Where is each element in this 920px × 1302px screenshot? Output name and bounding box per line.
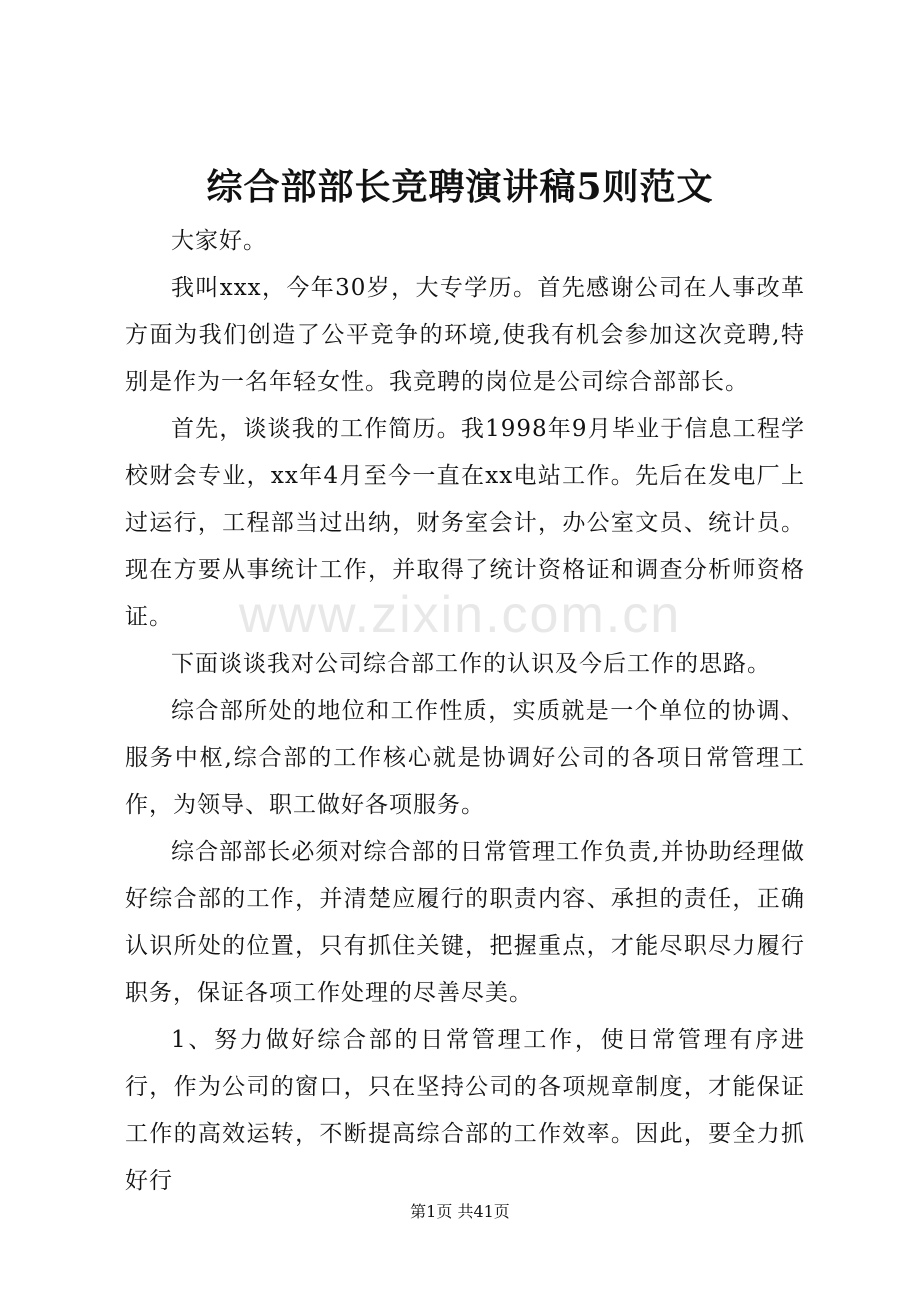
page-title: 综合部部长竞聘演讲稿5则范文 (206, 166, 714, 208)
paragraph: 我叫xxx，今年30岁，大专学历。首先感谢公司在人事改革方面为我们创造了公平竞争的环境,使我有机会参加这次竞聘,特别是作为一名年轻女性。我竞聘的岗位是公司综合部部长。 (125, 275, 805, 395)
document-body (125, 218, 805, 1205)
paragraph: 首先，谈谈我的工作简历。我1998年9月毕业于信息工程学校财会专业，xx年4月至今一直在xx电站工作。先后在发电厂上过运行，工程部当过出纳，财务室会计，办公室文员、统计员。现在方要从事统计工作，并取得了统计资格证和调查分析师资格证。 (125, 416, 805, 630)
paragraph: 大家好。 (171, 228, 267, 254)
paragraph: 下面谈谈我对公司综合部工作的认识及今后工作的思路。 (171, 651, 771, 677)
paragraph: 1、努力做好综合部的日常管理工作，使日常管理有序进行，作为公司的窗口，只在坚持公司的各项规章制度，才能保证工作的高效运转，不断提高综合部的工作效率。因此，要全力抓好行 (125, 1027, 805, 1194)
paragraph: 综合部所处的地位和工作性质，实质就是一个单位的协调、服务中枢,综合部的工作核心就是协调好公司的各项日常管理工作，为领导、职工做好各项服务。 (125, 698, 805, 818)
watermark: www.zixin.com.cn (238, 586, 682, 644)
page-footer: 第1页 共41页 (410, 1202, 510, 1221)
paragraph: 综合部部长必须对综合部的日常管理工作负责,并协助经理做好综合部的工作，并清楚应履行的职责内容、承担的责任，正确认识所处的位置，只有抓住关键，把握重点，才能尽职尽力履行职务，保证各项工作处理的尽善尽美。 (125, 839, 805, 1006)
